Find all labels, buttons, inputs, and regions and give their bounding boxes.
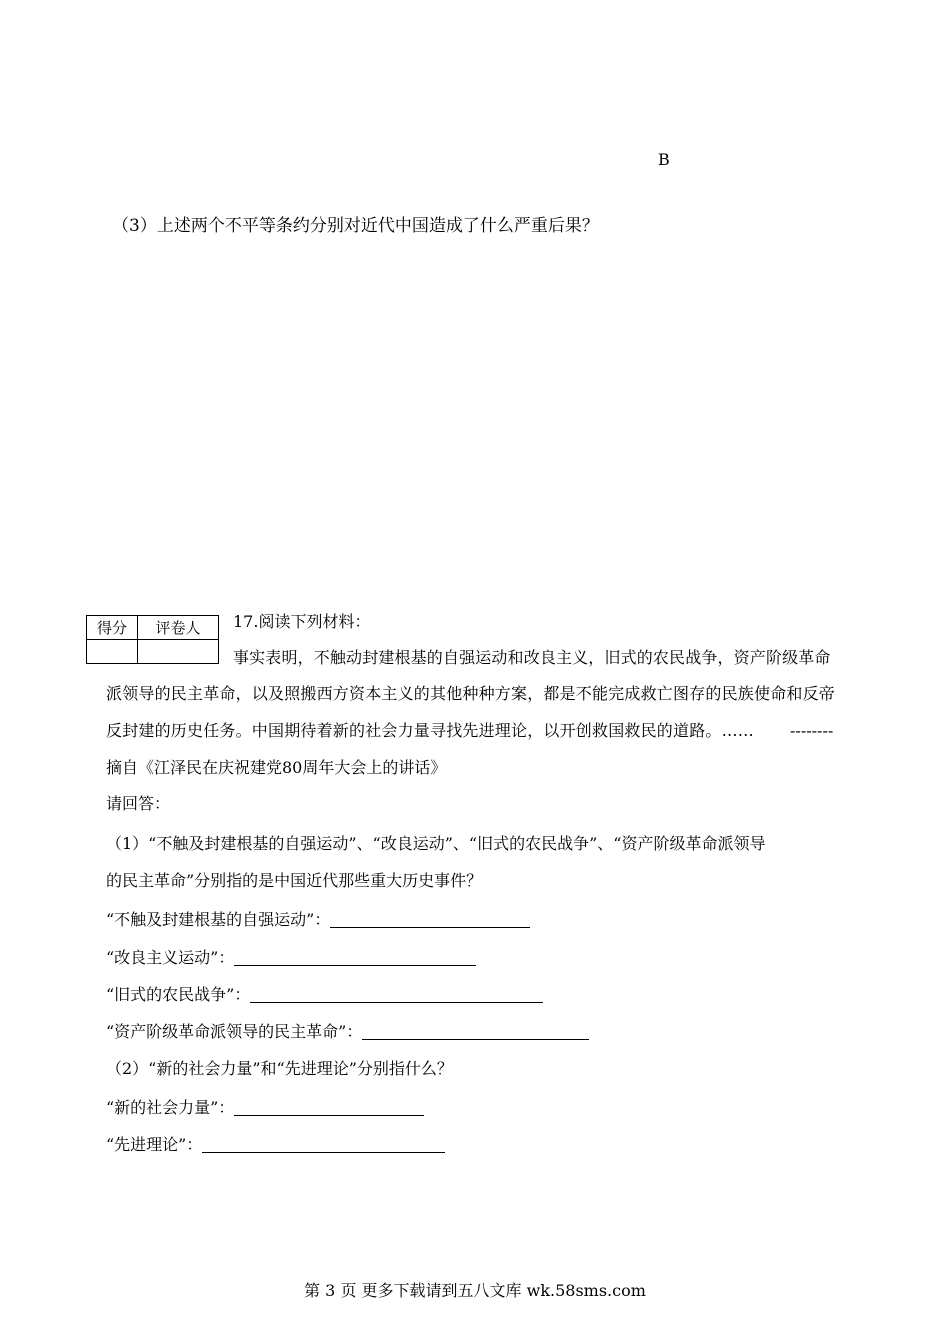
field-label: “旧式的农民战争”： bbox=[106, 985, 251, 1004]
material-line-3: 反封建的历史任务。中国期待着新的社会力量寻找先进理论，以开创救国救民的道路。…… bbox=[106, 721, 755, 740]
field-label: “新的社会力量”： bbox=[106, 1098, 235, 1117]
sub1-field-1 bbox=[106, 910, 530, 930]
grader-label: 评卷人 bbox=[138, 616, 219, 640]
answer-blank[interactable] bbox=[330, 911, 530, 928]
score-table bbox=[86, 615, 219, 664]
answer-blank[interactable] bbox=[234, 1099, 424, 1116]
sub2-question: （2）“新的社会力量”和“先进理论”分别指什么？ bbox=[106, 1059, 453, 1078]
material-line-1: 事实表明，不触动封建根基的自强运动和改良主义，旧式的农民战争，资产阶级革命 bbox=[233, 648, 831, 667]
answer-blank[interactable] bbox=[250, 986, 543, 1003]
grader-cell[interactable] bbox=[138, 640, 219, 664]
sub1-field-4 bbox=[106, 1022, 589, 1042]
answer-blank[interactable] bbox=[234, 949, 476, 966]
score-label: 得分 bbox=[87, 616, 138, 640]
answer-blank[interactable] bbox=[202, 1136, 445, 1153]
field-label: “资产阶级革命派领导的民主革命”： bbox=[106, 1022, 363, 1041]
sub2-field-2 bbox=[106, 1135, 445, 1155]
material-dashes: -------- bbox=[790, 721, 834, 740]
field-label: “先进理论”： bbox=[106, 1135, 203, 1154]
q17-heading: 17.阅读下列材料： bbox=[233, 612, 371, 631]
material-line-2: 派领导的民主革命，以及照搬西方资本主义的其他种种方案，都是不能完成救亡图存的民族使命和反帝 bbox=[106, 684, 836, 703]
sub1-field-2 bbox=[106, 948, 476, 968]
answer-letter-b: B bbox=[658, 150, 670, 169]
answer-blank[interactable] bbox=[362, 1023, 589, 1040]
score-cell[interactable] bbox=[87, 640, 138, 664]
question-3: （3）上述两个不平等条约分别对近代中国造成了什么严重后果？ bbox=[112, 216, 599, 236]
field-label: “改良主义运动”： bbox=[106, 948, 235, 967]
sub1-field-3 bbox=[106, 985, 543, 1005]
page-footer: 第 3 页 更多下载请到五八文库 wk.58sms.com bbox=[304, 1281, 646, 1300]
material-source: 摘自《江泽民在庆祝建党80周年大会上的讲话》 bbox=[106, 758, 447, 777]
sub1-line-1: （1）“不触及封建根基的自强运动”、“改良运动”、“旧式的农民战争”、“资产阶级革命派领导 bbox=[106, 834, 766, 853]
sub1-line-2: 的民主革命”分别指的是中国近代那些重大历史事件？ bbox=[106, 871, 483, 890]
sub2-field-1 bbox=[106, 1098, 424, 1118]
answer-prompt: 请回答： bbox=[106, 794, 171, 813]
field-label: “不触及封建根基的自强运动”： bbox=[106, 910, 331, 929]
